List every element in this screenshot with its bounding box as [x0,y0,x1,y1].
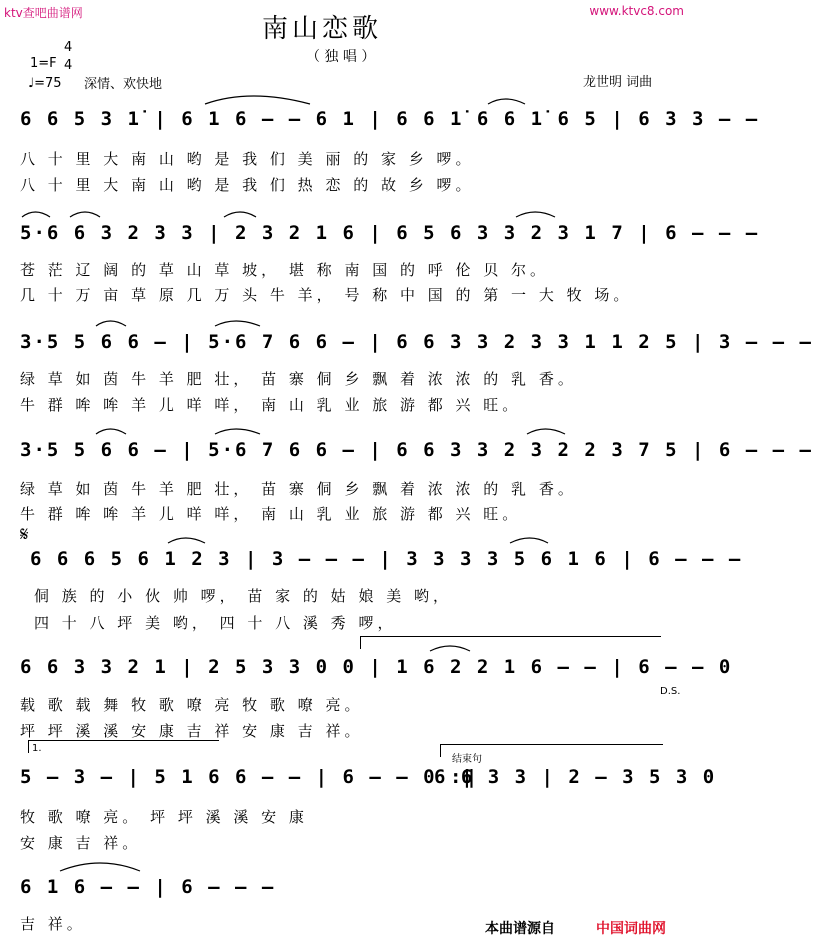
lyrics-row-3-verse-1: 绿 草 如 茵 牛 羊 肥 壮， 苗 寨 侗 乡 飘 着 浓 浓 的 乳 香。 [20,370,577,388]
performance-style: 深情、欢快地 [84,77,163,92]
credits: 龙世明 词曲 [583,75,653,90]
lyrics-row-3-verse-2: 牛 群 哞 哞 羊 儿 咩 咩， 南 山 乳 业 旅 游 都 兴 旺。 [20,396,522,414]
lyrics-row-8: 吉 祥。 [20,915,86,933]
footer-brand-link[interactable]: 中国词曲网 [596,921,666,937]
lyrics-row-5-verse-2: 四 十 八 坪 美 哟， 四 十 八 溪 秀 啰， [34,614,397,632]
time-signature-bottom: 4 [64,58,73,73]
lyrics-row-6-verse-1: 载 歌 载 舞 牧 歌 嘹 亮 牧 歌 嘹 亮。 [20,696,364,714]
notation-row-6: 6 6 3 3 2 1 | 2 5 3 3 0 0 | 1 6 2 2 1 6 – – | 6 – – 0 [20,656,733,678]
notation-row-5: 6 6 6 5 6 1 2 3 | 3 – – – | 3 3 3 3 5 6 1 6 | 6 – – – [30,548,743,570]
lyrics-row-7-verse-2: 安 康 吉 祥。 [20,834,142,852]
lyrics-row-4-verse-1: 绿 草 如 茵 牛 羊 肥 壮， 苗 寨 侗 乡 飘 着 浓 浓 的 乳 香。 [20,480,577,498]
quarter-note-icon: ♩ [28,76,35,91]
segno-sign: 𝄋 [20,522,29,546]
notation-row-8: 6 1 6 – – | 6 – – – [20,876,276,898]
time-signature-top: 4 [64,40,73,55]
lyrics-row-7-verse-1: 牧 歌 嘹 亮。 坪 坪 溪 溪 安 康 [20,808,308,826]
coda-ending-label: 结束句 [452,754,482,765]
footer-source-label: 本曲谱源自 [485,921,555,937]
notation-row-2: 5·6 6 3 2 3 3 | 2 3 2 1 6 | 6 5 6 3 3 2 3 1 7 | 6 – – – [20,222,760,244]
song-title: 南山恋歌 [262,14,383,44]
notation-row-1: 6 6 5 3 1̇ | 6 1 6 – – 6 1 | 6 6 1̇ 6 6 1̇ 6 5 | 6 3 3 – – [20,108,760,130]
lyrics-row-2-verse-2: 几 十 万 亩 草 原 几 万 头 牛 羊， 号 称 中 国 的 第 一 大 牧 场。 [20,286,633,304]
lyrics-row-1-verse-1: 八 十 里 大 南 山 哟 是 我 们 美 丽 的 家 乡 啰。 [20,150,475,168]
song-subtitle: （ 独 唱 ） [306,49,376,65]
first-ending-label: 1. [32,743,42,754]
watermark-right: www.ktvc8.com [589,4,684,18]
watermark-left: ktv查吧曲谱网 [4,6,83,20]
tempo: ♩=75 [28,76,62,91]
notation-row-7-first-ending: 5 – 3 – | 5 1 6 6 – – | 6 – – 0 :‖ [20,766,477,788]
lyrics-row-6-verse-2: 坪 坪 溪 溪 安 康 吉 祥 安 康 吉 祥。 [20,722,364,740]
lyrics-row-1-verse-2: 八 十 里 大 南 山 哟 是 我 们 热 恋 的 故 乡 啰。 [20,176,475,194]
lyrics-row-5-verse-1: 侗 族 的 小 伙 帅 啰， 苗 家 的 姑 娘 美 哟， [34,587,452,605]
notation-row-7-coda: 6 6 3 3 | 2 – 3 5 3 0 [434,766,717,788]
notation-row-4: 3·5 5 6 6 – | 5·6 7 6 6 – | 6 6 3 3 2 3 2 2 3 7 5 | 6 – – – [20,439,813,461]
dal-segno-mark: D.S. [660,686,681,697]
notation-row-3: 3·5 5 6 6 – | 5·6 7 6 6 – | 6 6 3 3 2 3 3 1 1 2 5 | 3 – – – [20,331,813,353]
lyrics-row-2-verse-1: 苍 茫 辽 阔 的 草 山 草 坡， 堪 称 南 国 的 呼 伦 贝 尔。 [20,261,550,279]
lyrics-row-4-verse-2: 牛 群 哞 哞 羊 儿 咩 咩， 南 山 乳 业 旅 游 都 兴 旺。 [20,505,522,523]
key-signature: 1=F [30,56,57,71]
